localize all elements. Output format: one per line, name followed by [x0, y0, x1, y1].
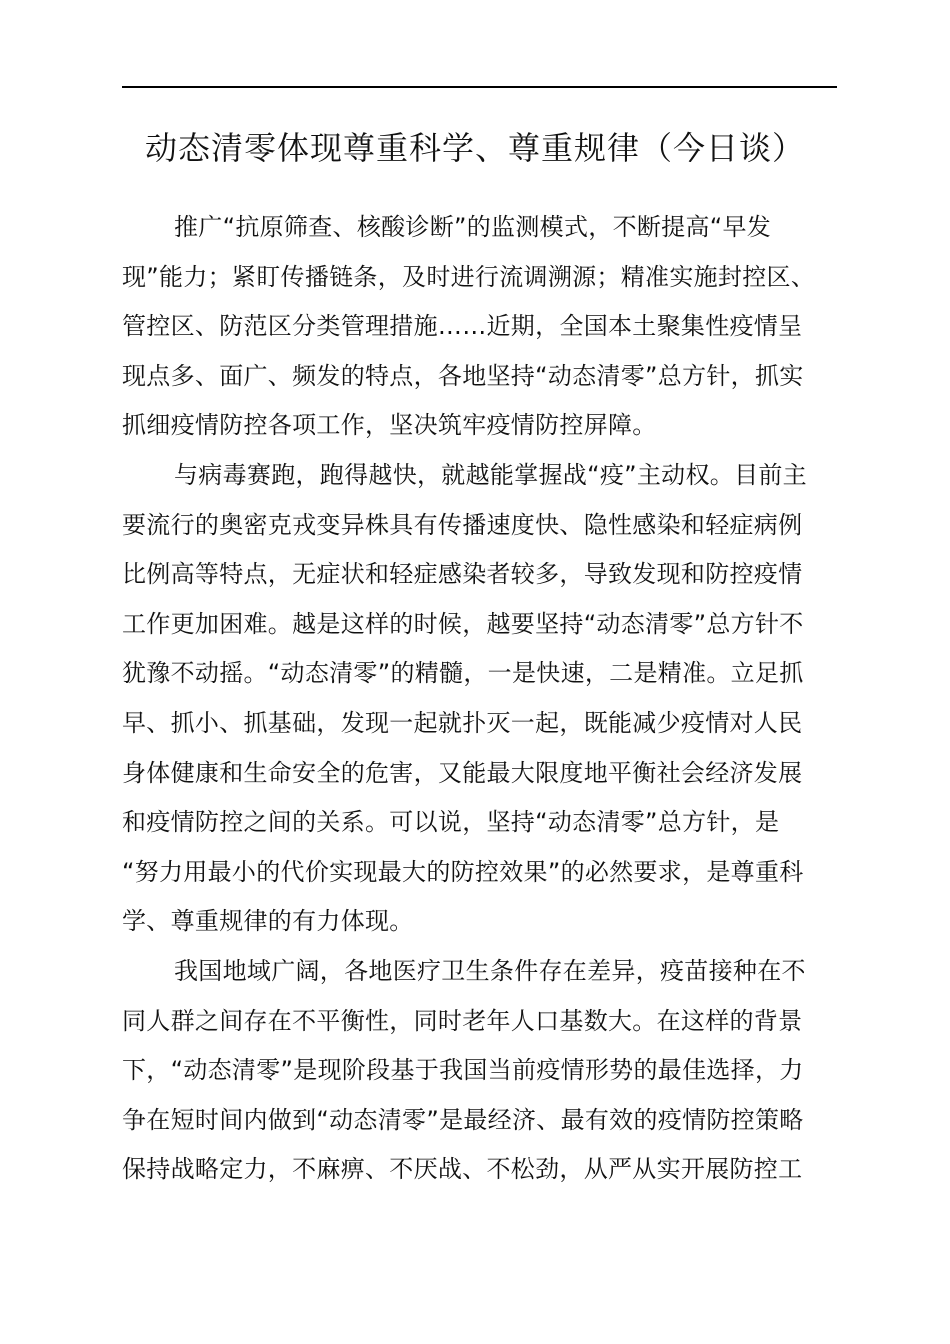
header-rule: [122, 86, 837, 88]
text-line: 管控区、防范区分类管理措施……近期，全国本土聚集性疫情呈: [122, 312, 803, 341]
text-line: 要流行的奥密克戎变异株具有传播速度快、隐性感染和轻症病例: [122, 510, 803, 539]
text-line: 保持战略定力，不麻痹、不厌战、不松劲，从严从实开展防控工: [122, 1155, 803, 1184]
text-line: 争在短时间内做到“动态清零”是最经济、最有效的疫情防控策略: [122, 1105, 804, 1134]
text-line: 和疫情防控之间的关系。可以说，坚持“动态清零”总方针，是: [122, 808, 780, 837]
paragraph-1: [122, 203, 852, 451]
article-title: 动态清零体现尊重科学、尊重规律（今日谈）: [144, 129, 805, 167]
paragraph-3: [122, 947, 852, 1195]
text-line: 与病毒赛跑，跑得越快，就越能掌握战“疫”主动权。目前主: [174, 460, 807, 489]
text-line: 比例高等特点，无症状和轻症感染者较多，导致发现和防控疫情: [122, 560, 803, 589]
text-line: 学、尊重规律的有力体现。: [122, 907, 414, 936]
text-line: 抓细疫情防控各项工作，坚决筑牢疫情防控屏障。: [122, 411, 657, 440]
text-line: 我国地域广阔，各地医疗卫生条件存在差异，疫苗接种在不: [174, 956, 806, 985]
text-line: 工作更加困难。越是这样的时候，越要坚持“动态清零”总方针不: [122, 609, 804, 638]
text-line: 下，“动态清零”是现阶段基于我国当前疫情形势的最佳选择，力: [122, 1056, 804, 1085]
text-line: 同人群之间存在不平衡性，同时老年人口基数大。在这样的背景: [122, 1006, 803, 1035]
text-line: 犹豫不动摇。“动态清零”的精髓，一是快速，二是精准。立足抓: [122, 659, 804, 688]
text-line: 推广“抗原筛查、核酸诊断”的监测模式，不断提高“早发: [174, 213, 772, 241]
text-line: 现点多、面广、频发的特点，各地坚持“动态清零”总方针，抓实: [122, 361, 804, 390]
text-line: “努力用最小的代价实现最大的防控效果”的必然要求，是尊重科: [122, 857, 804, 886]
text-line: 现”能力；紧盯传播链条，及时进行流调溯源；精准实施封控区、: [122, 262, 816, 291]
paragraph-2: [122, 451, 852, 947]
text-line: 身体健康和生命安全的危害，又能最大限度地平衡社会经济发展: [122, 758, 803, 787]
text-line: 早、抓小、抓基础，发现一起就扑灭一起，既能减少疫情对人民: [122, 708, 803, 737]
article-body: [122, 203, 852, 1195]
